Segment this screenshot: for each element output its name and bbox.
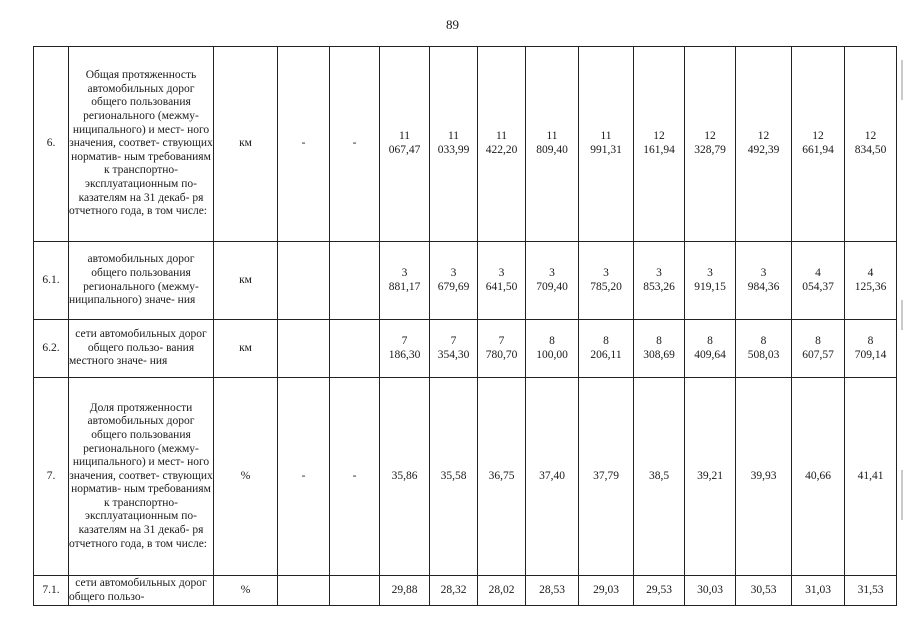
value-cell: 35,86	[380, 378, 430, 576]
unit-cell: км	[214, 242, 278, 320]
value-cell: 3 919,15	[685, 242, 736, 320]
base-cell-1: -	[278, 47, 330, 242]
table-row	[34, 320, 897, 378]
value-cell: 3 853,26	[634, 242, 685, 320]
value-cell: 12 834,50	[845, 47, 897, 242]
value-cell: 29,03	[579, 576, 634, 606]
value-cell: 12 161,94	[634, 47, 685, 242]
base-cell-2: -	[330, 378, 380, 576]
scan-edge-mark	[901, 470, 903, 520]
unit-cell: %	[214, 378, 278, 576]
indicators-table	[33, 46, 897, 606]
scan-edge-mark	[901, 300, 903, 330]
row-number: 7.	[34, 378, 69, 576]
value-cell: 7 186,30	[380, 320, 430, 378]
value-cell: 11 067,47	[380, 47, 430, 242]
table-row	[34, 47, 897, 242]
value-cell: 11 809,40	[526, 47, 579, 242]
value-cell: 8 308,69	[634, 320, 685, 378]
value-cell: 31,53	[845, 576, 897, 606]
base-cell-2: -	[330, 47, 380, 242]
base-cell-1: -	[278, 378, 330, 576]
value-cell: 8 100,00	[526, 320, 579, 378]
value-cell: 12 492,39	[736, 47, 792, 242]
value-cell: 39,93	[736, 378, 792, 576]
unit-cell: %	[214, 576, 278, 606]
table-row	[34, 242, 897, 320]
value-cell: 37,40	[526, 378, 579, 576]
value-cell: 8 607,57	[792, 320, 845, 378]
indicator-name: сети автомобильных дорог общего пользо- вания местного значе- ния	[69, 320, 214, 378]
value-cell: 3 984,36	[736, 242, 792, 320]
base-cell-1	[278, 242, 330, 320]
value-cell: 3 641,50	[478, 242, 526, 320]
table-row	[34, 378, 897, 576]
row-number: 6.	[34, 47, 69, 242]
value-cell: 41,41	[845, 378, 897, 576]
page-number: 89	[446, 17, 459, 32]
value-cell: 8 206,11	[579, 320, 634, 378]
value-cell: 37,79	[579, 378, 634, 576]
value-cell: 7 780,70	[478, 320, 526, 378]
indicator-name: сети автомобильных дорог общего пользо-	[69, 576, 214, 606]
unit-cell: км	[214, 47, 278, 242]
row-number: 7.1.	[34, 576, 69, 606]
value-cell: 11 033,99	[430, 47, 478, 242]
value-cell: 31,03	[792, 576, 845, 606]
value-cell: 4 125,36	[845, 242, 897, 320]
value-cell: 29,53	[634, 576, 685, 606]
base-cell-2	[330, 320, 380, 378]
indicator-name: Доля протяженности автомобильных дорог общего пользования регионального (межму- ниципального) и мест- ного значения, соответ- ствующих норматив- ным требованиям к транспортно- эксплуатационным по- казателям на 31 декаб- ря отчетного года, в том числе:	[69, 378, 214, 576]
value-cell: 8 409,64	[685, 320, 736, 378]
value-cell: 7 354,30	[430, 320, 478, 378]
base-cell-1	[278, 320, 330, 378]
value-cell: 40,66	[792, 378, 845, 576]
table-row	[34, 576, 897, 606]
value-cell: 29,88	[380, 576, 430, 606]
value-cell: 11 422,20	[478, 47, 526, 242]
value-cell: 38,5	[634, 378, 685, 576]
scan-edge-mark	[901, 60, 903, 100]
value-cell: 3 785,20	[579, 242, 634, 320]
base-cell-2	[330, 576, 380, 606]
value-cell: 3 881,17	[380, 242, 430, 320]
indicator-name: Общая протяженность автомобильных дорог общего пользования регионального (межму- ниципального) и мест- ного значения, соответ- ствующих норматив- ным требованиям к транспортно- эксплуатационным по- казателям на 31 декаб- ря отчетного года, в том числе:	[69, 47, 214, 242]
value-cell: 30,53	[736, 576, 792, 606]
value-cell: 12 328,79	[685, 47, 736, 242]
unit-cell: км	[214, 320, 278, 378]
row-number: 6.2.	[34, 320, 69, 378]
value-cell: 4 054,37	[792, 242, 845, 320]
value-cell: 36,75	[478, 378, 526, 576]
base-cell-2	[330, 242, 380, 320]
value-cell: 3 679,69	[430, 242, 478, 320]
value-cell: 12 661,94	[792, 47, 845, 242]
value-cell: 39,21	[685, 378, 736, 576]
value-cell: 35,58	[430, 378, 478, 576]
base-cell-1	[278, 576, 330, 606]
value-cell: 28,53	[526, 576, 579, 606]
indicator-name: автомобильных дорог общего пользования регионального (межму- ниципального) значе- ния	[69, 242, 214, 320]
value-cell: 28,02	[478, 576, 526, 606]
value-cell: 30,03	[685, 576, 736, 606]
value-cell: 8 709,14	[845, 320, 897, 378]
value-cell: 28,32	[430, 576, 478, 606]
row-number: 6.1.	[34, 242, 69, 320]
value-cell: 8 508,03	[736, 320, 792, 378]
value-cell: 11 991,31	[579, 47, 634, 242]
value-cell: 3 709,40	[526, 242, 579, 320]
